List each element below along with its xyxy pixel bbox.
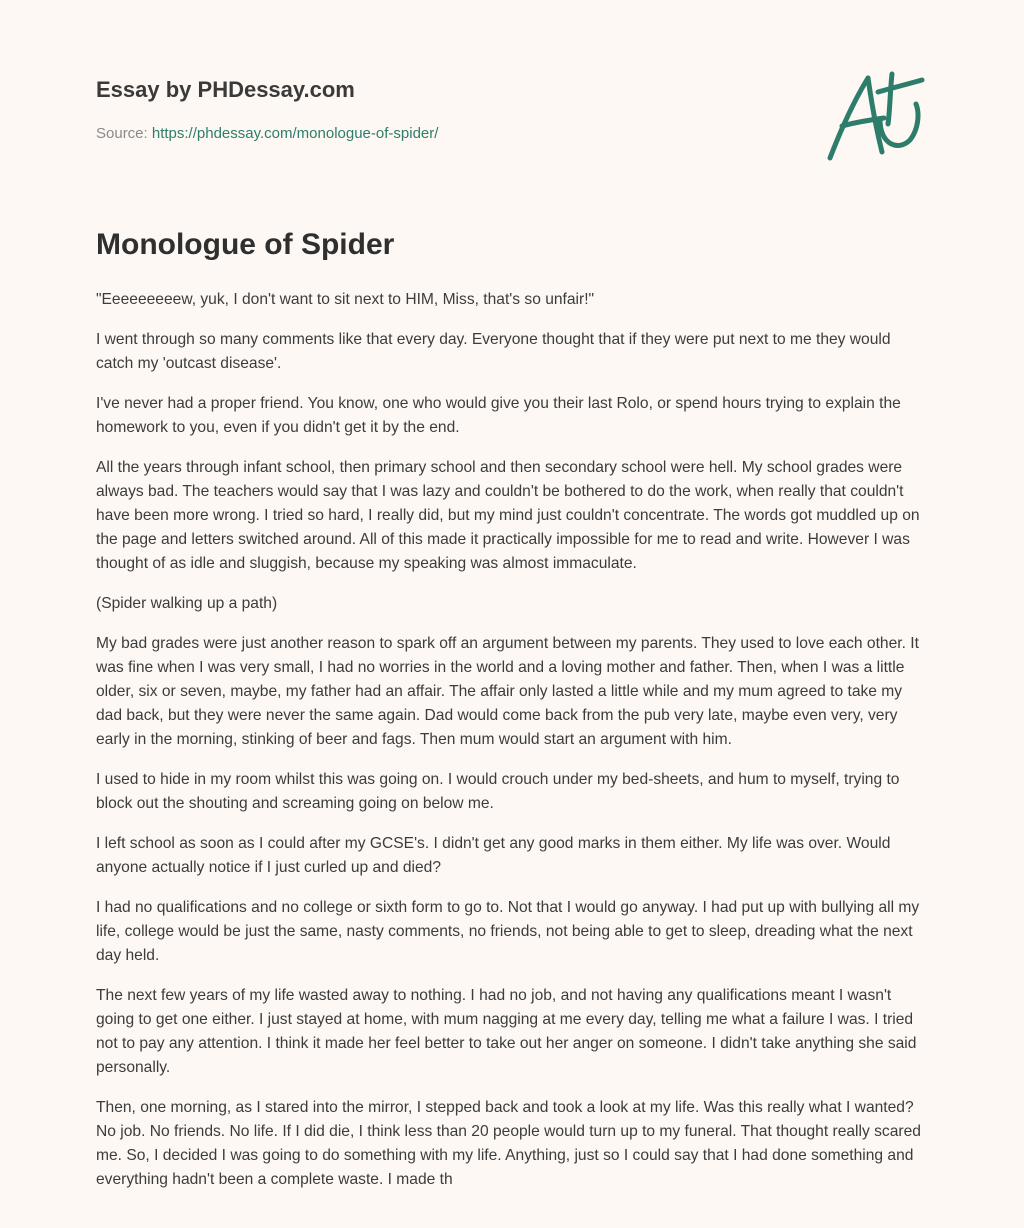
essay-paragraph: "Eeeeeeeeew, yuk, I don't want to sit next to HIM, Miss, that's so unfair!"	[96, 291, 595, 308]
essay-paragraph: My bad grades were just another reason to spark off an argument between my parents. They used to love each other. It was fine when I was very small, I had no worries in the world and a loving mother and father. Then, when I was a little older, six or seven, maybe, my father had an affair. The affair only lasted a little while and my mum agreed to take my dad back, but they were never the same again. Dad would come back from the pub very late, maybe even very, very early in the morning, stinking of beer and fags. Then mum would start an argument with him.	[96, 635, 919, 748]
essay-paragraph: I went through so many comments like that every day. Everyone thought that if they were put next to me they would catch my 'outcast disease'.	[96, 331, 891, 372]
source-label: Source:	[96, 125, 148, 142]
source-line	[96, 124, 928, 144]
essay-paragraph: The next few years of my life wasted away to nothing. I had no job, and not having any qualifications meant I wasn't going to get one either. I just stayed at home, with mum nagging at me every day, telling me what a failure I was. I tried not to pay any attention. I think it made her feel better to take out her anger on someone. I didn't take anything she said personally.	[96, 987, 917, 1076]
page-header	[96, 76, 928, 144]
site-title: Essay by PHDessay.com	[96, 77, 355, 102]
essay-paragraph: I've never had a proper friend. You know, one who would give you their last Rolo, or spend hours trying to explain the homework to you, even if you didn't get it by the end.	[96, 395, 901, 436]
essay-paragraph: (Spider walking up a path)	[96, 595, 278, 612]
a-plus-logo-icon	[822, 66, 930, 166]
essay-paragraph: I had no qualifications and no college or sixth form to go to. Not that I would go anyway. I had put up with bullying all my life, college would be just the same, nasty comments, no friends, not being able to get to sleep, dreading what the next day held.	[96, 899, 920, 964]
essay-body	[96, 288, 932, 1208]
essay-paragraph: Then, one morning, as I stared into the mirror, I stepped back and took a look at my life. Was this really what I wanted? No job. No friends. No life. If I did die, I think less than 20 people would turn up to my funeral. That thought really scared me. So, I decided I was going to do something with my life. Anything, just so I could say that I had done something and everything hadn't been a complete waste. I made th	[96, 1099, 921, 1188]
essay-title: Monologue of Spider	[96, 228, 395, 261]
essay-paragraph: All the years through infant school, then primary school and then secondary school were hell. My school grades were always bad. The teachers would say that I was lazy and couldn't be bothered to do the work, when really that couldn't have been more wrong. I tried so hard, I really did, but my mind just couldn't concentrate. The words got muddled up on the page and letters switched around. All of this made it practically impossible for me to read and write. However I was thought of as idle and sluggish, because my speaking was almost immaculate.	[96, 459, 920, 572]
source-link[interactable]: https://phdessay.com/monologue-of-spider/	[151, 125, 439, 142]
essay-paragraph: I used to hide in my room whilst this was going on. I would crouch under my bed-sheets, and hum to myself, trying to block out the shouting and screaming going on below me.	[96, 771, 900, 812]
essay-paragraph: I left school as soon as I could after my GCSE's. I didn't get any good marks in them either. My life was over. Would anyone actually notice if I just curled up and died?	[96, 835, 891, 876]
